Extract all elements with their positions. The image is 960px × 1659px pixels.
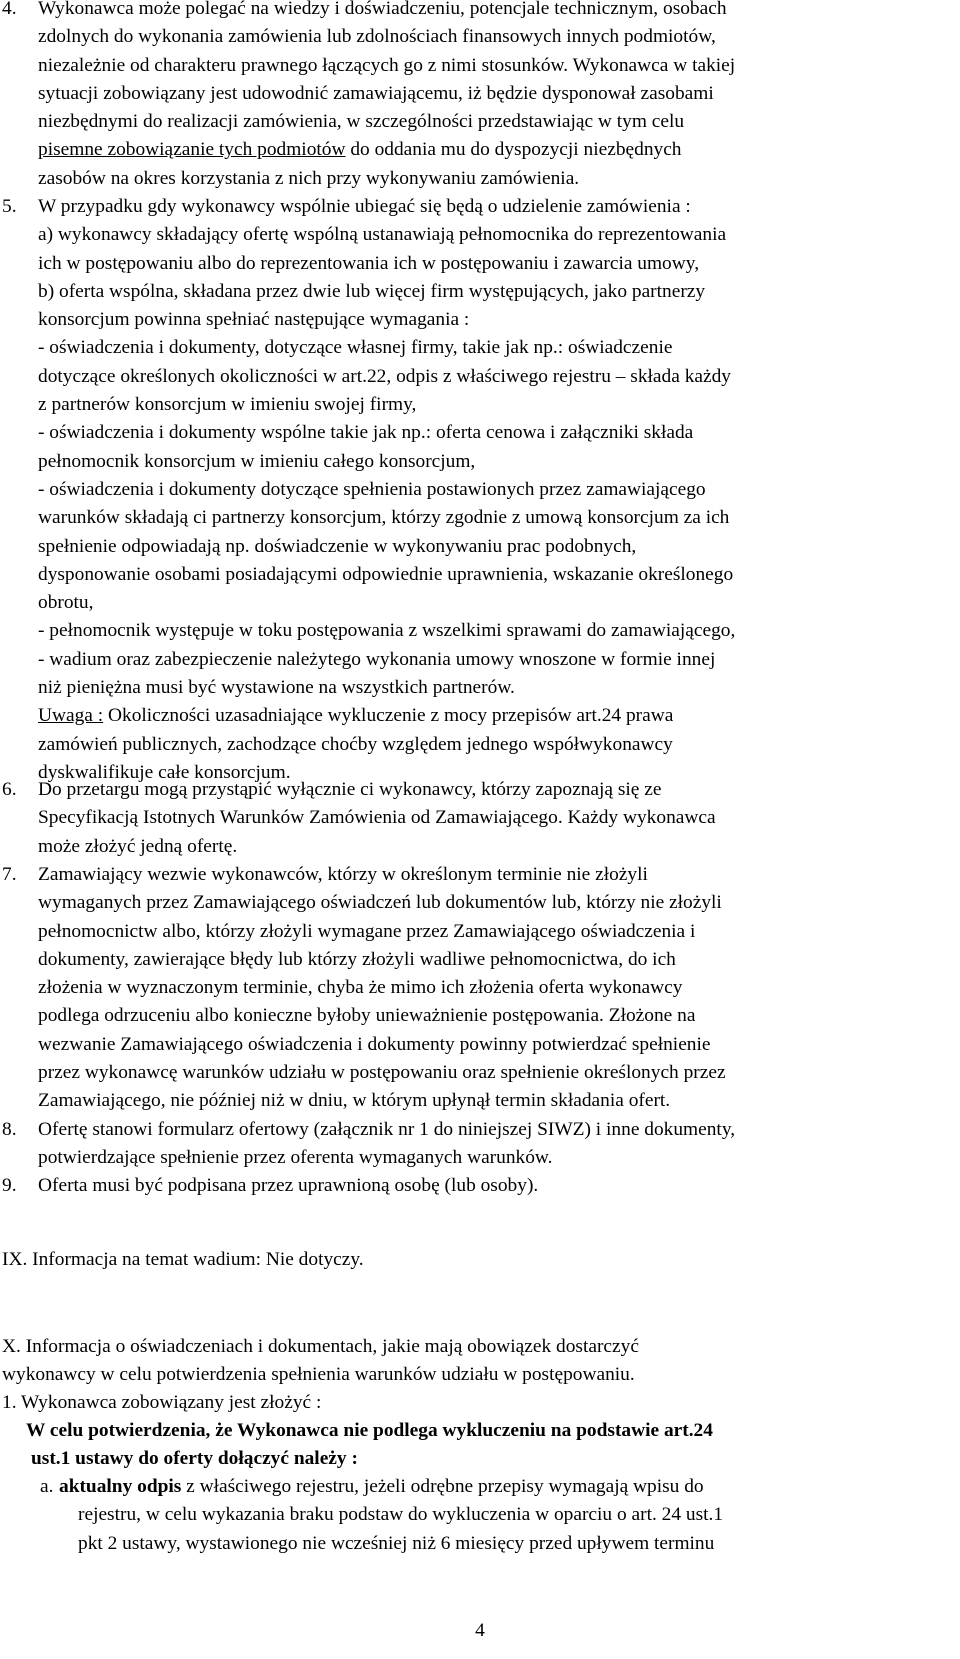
paragraph-line: - pełnomocnik występuje w toku postępowania z wszelkimi sprawami do zamawiającego, [38, 620, 736, 642]
paragraph-line: z partnerów konsorcjum w imieniu swojej firmy, [38, 394, 417, 416]
paragraph-line: sytuacji zobowiązany jest udowodnić zamawiającemu, iż będzie dysponował zasobami [38, 82, 714, 104]
paragraph-line: spełnienie odpowiadają np. doświadczenie w wykonywaniu prac podobnych, [38, 535, 637, 557]
paragraph-line: 1. Wykonawca zobowiązany jest złożyć : [2, 1392, 322, 1413]
paragraph-line: warunków składają ci partnerzy konsorcjum, którzy zgodnie z umową konsorcjum za ich [38, 507, 730, 529]
paragraph-line: może złożyć jedną ofertę. [38, 835, 238, 857]
paragraph-line: - oświadczenia i dokumenty dotyczące spełnienia postawionych przez zamawiającego [38, 478, 706, 500]
list-item-8 [0, 1116, 940, 1173]
list-item-7 [0, 861, 940, 1116]
sub-item-label: a. [40, 1476, 54, 1497]
note-line [38, 702, 940, 730]
paragraph-line: a) wykonawcy składający ofertę wspólną ustanawiają pełnomocnika do reprezentowania [38, 224, 727, 246]
list-number: 6. [2, 779, 17, 800]
paragraph-line: zamówień publicznych, zachodzące choćby względem jednego współwykonawcy [38, 733, 673, 755]
paragraph-line: potwierdzające spełnienie przez oferenta wymaganych warunków. [38, 1147, 553, 1169]
bold-phrase: aktualny odpis [59, 1476, 182, 1497]
list-item-6 [0, 776, 940, 861]
paragraph-line: niezbędnymi do realizacji zamówienia, w szczególności przedstawiając w tym celu [38, 111, 685, 133]
paragraph-line: Zamawiającego, nie później niż w dniu, w którym upłynął termin składania ofert. [38, 1090, 671, 1112]
bold-requirement-line: ust.1 ustawy do oferty dołączyć należy : [31, 1448, 358, 1469]
list-item-4 [0, 0, 940, 193]
paragraph-line: pkt 2 ustawy, wystawionego nie wcześniej niż 6 miesięcy przed upływem terminu [78, 1532, 715, 1554]
paragraph-text: Okoliczności uzasadniające wykluczenie z mocy przepisów art.24 prawa [103, 705, 674, 727]
paragraph-line [38, 136, 940, 164]
paragraph-line: podlega odrzuceniu albo konieczne byłoby unieważnienie postępowania. Złożone na [38, 1005, 696, 1027]
paragraph-line: wymaganych przez Zamawiającego oświadczeń lub dokumentów lub, którzy nie złożyli [38, 892, 722, 914]
sub-item-a [0, 1473, 940, 1558]
paragraph-line: dyskwalifikuje całe konsorcjum. [38, 761, 291, 783]
paragraph-line: niezależnie od charakteru prawnego łączących go z nimi stosunków. Wykonawca w takiej [38, 54, 736, 76]
paragraph-line: - oświadczenia i dokumenty, dotyczące własnej firmy, takie jak np.: oświadczenie [38, 337, 673, 359]
page-number: 4 [475, 1620, 485, 1641]
note-label: Uwaga : [38, 705, 104, 727]
paragraph-line: przez wykonawcę warunków udziału w postępowaniu oraz spełnienie określonych przez [38, 1062, 726, 1084]
paragraph-line [59, 1473, 940, 1501]
list-number: 7. [2, 864, 17, 885]
paragraph-line: zasobów na okres korzystania z nich przy wykonywaniu zamówienia. [38, 167, 580, 189]
paragraph-text: do oddania mu do dyspozycji niezbędnych [345, 139, 682, 161]
bold-requirement-line: W celu potwierdzenia, że Wykonawca nie podlega wykluczeniu na podstawie art.24 [26, 1420, 713, 1441]
section-heading-x: X. Informacja o oświadczeniach i dokumentach, jakie mają obowiązek dostarczyć [2, 1336, 639, 1357]
list-item-5 [0, 193, 940, 787]
paragraph-line: Zamawiający wezwie wykonawców, którzy w określonym terminie nie złożyli [38, 864, 648, 885]
paragraph-line: ich w postępowaniu albo do reprezentowania ich w postępowaniu i zawarcia umowy, [38, 252, 700, 274]
paragraph-line: konsorcjum powinna spełniać następujące wymagania : [38, 309, 470, 331]
list-number: 9. [2, 1175, 17, 1196]
paragraph-text: z właściwego rejestru, jeżeli odrębne przepisy wymagają wpisu do [181, 1476, 704, 1497]
paragraph-line: W przypadku gdy wykonawcy wspólnie ubiegać się będą o udzielenie zamówienia : [38, 196, 691, 217]
paragraph-line: wykonawcy w celu potwierdzenia spełnienia warunków udziału w postępowaniu. [2, 1364, 635, 1385]
paragraph-line: rejestru, w celu wykazania braku podstaw do wykluczenia w oparciu o art. 24 ust.1 [78, 1504, 724, 1526]
paragraph-line: niż pieniężna musi być wystawione na wszystkich partnerów. [38, 677, 515, 699]
list-item-9 [0, 1172, 940, 1200]
paragraph-line: zdolnych do wykonania zamówienia lub zdolnościach finansowych innych podmiotów, [38, 26, 716, 48]
paragraph-line: wezwanie Zamawiającego oświadczenia i dokumenty powinny potwierdzać spełnienie [38, 1033, 711, 1055]
paragraph-line: pełnomocnictw albo, którzy złożyli wymagane przez Zamawiającego oświadczenia i [38, 920, 696, 942]
paragraph-line: Do przetargu mogą przystąpić wyłącznie ci wykonawcy, którzy zapoznają się ze [38, 779, 662, 800]
underlined-phrase: pisemne zobowiązanie tych podmiotów [38, 139, 346, 161]
list-number: 8. [2, 1119, 17, 1140]
paragraph-line: Wykonawca może polegać na wiedzy i doświadczeniu, potencjale technicznym, osobach [38, 0, 727, 19]
list-number: 5. [2, 196, 17, 217]
paragraph-line: b) oferta wspólna, składana przez dwie lub więcej firm występujących, jako partnerzy [38, 280, 706, 302]
list-number: 4. [2, 0, 17, 19]
paragraph-line: - wadium oraz zabezpieczenie należytego wykonania umowy wnoszone w formie innej [38, 648, 716, 670]
paragraph-line: - oświadczenia i dokumenty wspólne takie jak np.: oferta cenowa i załączniki składa [38, 422, 694, 444]
paragraph-line: Specyfikacją Istotnych Warunków Zamówienia od Zamawiającego. Każdy wykonawca [38, 807, 716, 829]
paragraph-line: Oferta musi być podpisana przez uprawnioną osobę (lub osoby). [38, 1175, 539, 1196]
paragraph-line: obrotu, [38, 592, 94, 614]
paragraph-line: złożenia w wyznaczonym terminie, chyba że mimo ich złożenia oferta wykonawcy [38, 977, 683, 999]
paragraph-line: dokumenty, zawierające błędy lub którzy złożyli wadliwe pełnomocnictwa, do ich [38, 948, 676, 970]
section-heading-ix: IX. Informacja na temat wadium: Nie dotyczy. [2, 1249, 364, 1270]
paragraph-line: dotyczące określonych okoliczności w art.22, odpis z właściwego rejestru – składa każdy [38, 365, 731, 387]
paragraph-line: dysponowanie osobami posiadającymi odpowiednie uprawnienia, wskazanie określonego [38, 563, 734, 585]
paragraph-line: pełnomocnik konsorcjum w imieniu całego konsorcjum, [38, 450, 476, 472]
paragraph-line: Ofertę stanowi formularz ofertowy (załącznik nr 1 do niniejszej SIWZ) i inne dokumenty, [38, 1119, 736, 1140]
